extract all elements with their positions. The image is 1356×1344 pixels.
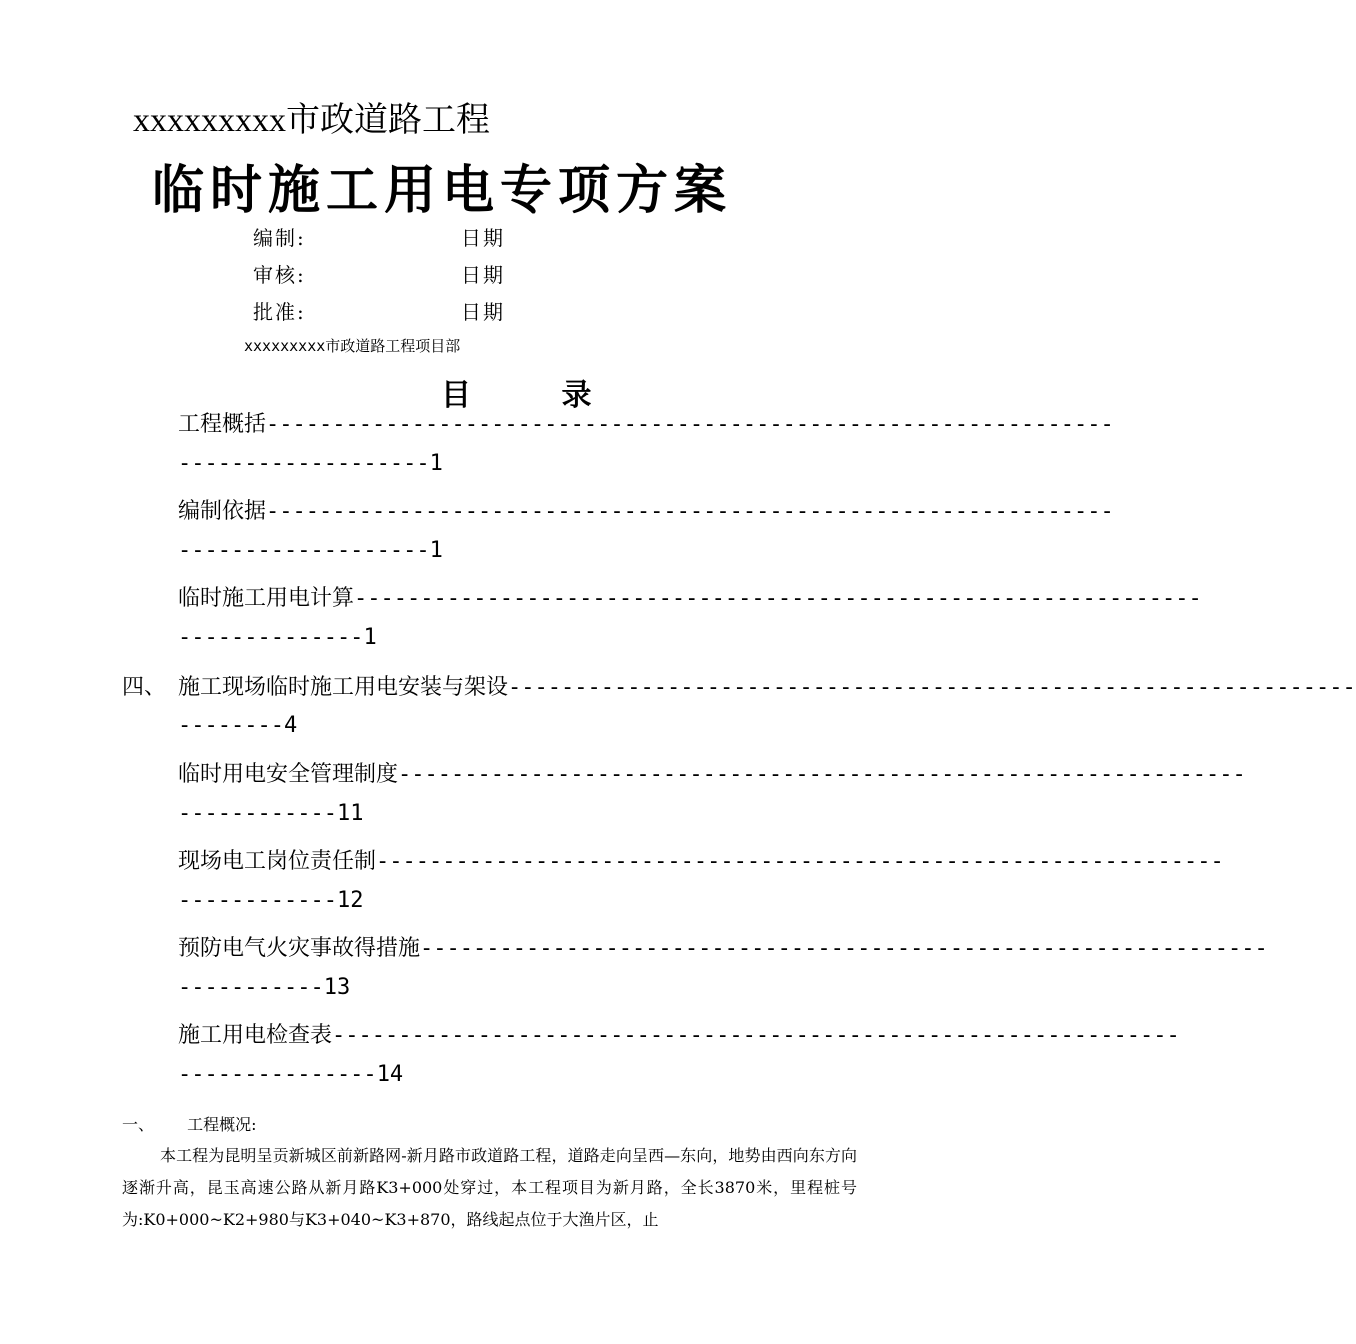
toc-item-page-line: --------4 [178, 713, 298, 738]
date-label: 日期 [461, 226, 505, 250]
toc-item-page: 1 [429, 451, 443, 476]
date-label: 日期 [461, 300, 505, 324]
sign-label: 批准: [253, 300, 306, 324]
project-title: xxxxxxxxx市政道路工程 [133, 102, 490, 139]
toc-item-page: 1 [429, 538, 443, 563]
sign-row-review [253, 259, 505, 288]
toc-item-page-line: ------------12 [178, 888, 364, 913]
toc-item-page-line: ---------------14 [178, 1062, 404, 1087]
section-number: 一、 [122, 1115, 155, 1134]
toc-item-page-line: --------------1 [178, 625, 377, 650]
toc-item-page: 13 [323, 975, 351, 1000]
date-label: 日期 [461, 263, 505, 287]
toc-item[interactable]: 施工现场临时施工用电安装与架设---------------------------------------------------------------- [178, 675, 1356, 700]
toc-item[interactable]: 工程概括---------------------------------------------------------------- [178, 412, 1114, 437]
toc-item-title: 施工现场临时施工用电安装与架设 [178, 675, 509, 700]
toc-item-title: 预防电气火灾事故得措施 [178, 936, 421, 961]
sign-label: 编制: [253, 226, 306, 250]
organization-name: xxxxxxxxx市政道路工程项目部 [244, 337, 461, 355]
toc-item-page-line: -------------------1 [178, 538, 443, 563]
toc-item-page: 14 [376, 1062, 404, 1087]
sign-row-approve [253, 296, 505, 325]
toc-item-page: 12 [336, 888, 364, 913]
body-paragraph: 本工程为昆明呈贡新城区前新路网-新月路市政道路工程，道路走向呈西—东向，地势由西向东方向逐渐升高，昆玉高速公路从新月路K3+000处穿过，本工程项目为新月路，全长3870米，里程桩号为:K0+000~K2+980与K3+040~K3+870，路线起点位于大渔片区，止 [122, 1146, 857, 1229]
toc-item[interactable]: 预防电气火灾事故得措施---------------------------------------------------------------- [178, 936, 1268, 961]
toc-item-title: 编制依据 [178, 499, 267, 524]
toc-item-number: 四、 [122, 675, 167, 700]
toc-item-page-line: ------------11 [178, 801, 364, 826]
toc-item[interactable]: 临时用电安全管理制度---------------------------------------------------------------- [178, 762, 1246, 787]
toc-item-page: 4 [283, 713, 298, 738]
sign-label: 审核: [253, 263, 306, 287]
toc-item-title: 施工用电检查表 [178, 1023, 333, 1048]
toc-item-title: 临时施工用电计算 [178, 586, 355, 611]
toc-item[interactable]: 现场电工岗位责任制---------------------------------------------------------------- [178, 849, 1224, 874]
toc-item[interactable]: 临时施工用电计算---------------------------------------------------------------- [178, 586, 1202, 611]
section-title: 工程概况: [187, 1115, 257, 1134]
toc-item-title: 工程概括 [178, 412, 267, 437]
toc-item-title: 现场电工岗位责任制 [178, 849, 377, 874]
toc-item-page-line: -------------------1 [178, 451, 443, 476]
toc-item-page: 1 [363, 625, 377, 650]
toc-item[interactable]: 施工用电检查表---------------------------------------------------------------- [178, 1023, 1180, 1048]
main-title: 临时施工用电专项方案 [152, 160, 733, 221]
sign-row-compile [253, 222, 505, 251]
section-heading [122, 1112, 257, 1135]
toc-heading: 目 录 [441, 378, 632, 413]
toc-item[interactable]: 编制依据---------------------------------------------------------------- [178, 499, 1114, 524]
toc-item-title: 临时用电安全管理制度 [178, 762, 399, 787]
toc-item-page-line: -----------13 [178, 975, 351, 1000]
toc-item-page: 11 [336, 801, 364, 826]
